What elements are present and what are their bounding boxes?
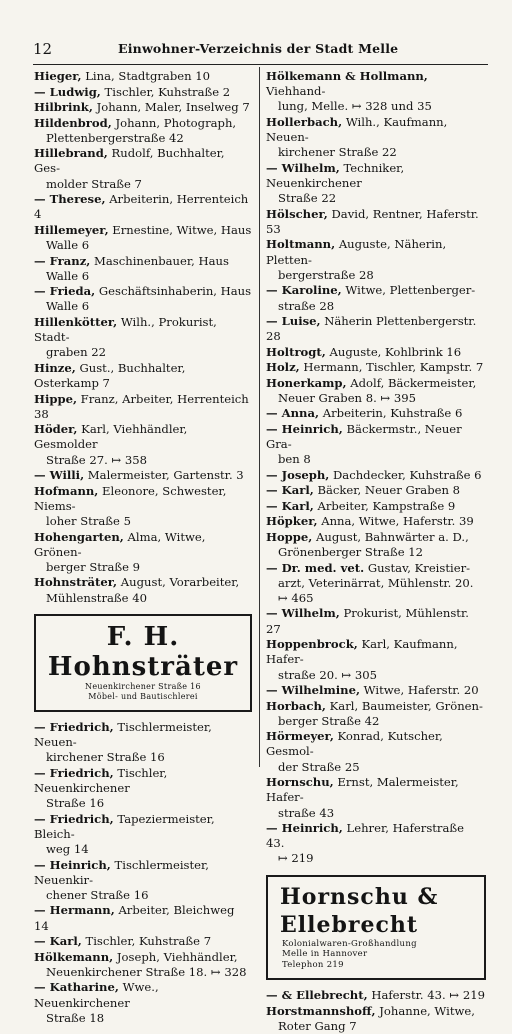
entry-name: — Karl, <box>266 498 314 513</box>
ad-title: F. H. Hohnsträter <box>47 621 239 682</box>
entry-name: — Wilhelm, <box>266 160 340 175</box>
directory-entry <box>266 237 486 283</box>
entry-continuation: berger Straße 42 <box>278 713 380 728</box>
entry-name: — Friedrich, <box>34 811 114 826</box>
entry-continuation: Straße 27. ↦ 358 <box>46 452 147 467</box>
entry-details: Maschinenbauer, Haus <box>94 253 229 268</box>
entry-name: Horstmannshoff, <box>266 1003 376 1018</box>
entry-details: Alma, Witwe, Grönen- <box>34 529 206 559</box>
entry-name: — Heinrich, <box>34 857 111 872</box>
entry-continuation: Walle 6 <box>46 238 90 253</box>
entry-name: Hohnsträter, <box>34 575 118 590</box>
directory-entry <box>266 69 486 115</box>
directory-entry <box>34 812 252 858</box>
directory-entry <box>34 575 252 605</box>
entry-name: — Katharine, <box>34 980 119 995</box>
entry-name: — Ludwig, <box>34 84 101 99</box>
directory-entry <box>266 637 486 683</box>
entry-continuation: Straße 18 <box>46 1010 105 1025</box>
entry-details: Lina, Stadtgraben 10 <box>85 69 211 83</box>
entry-name: Honerkamp, <box>266 375 347 390</box>
entry-name: Hillebrand, <box>34 146 108 161</box>
entry-details: Franz, Arbeiter, Herrenteich 38 <box>34 391 249 421</box>
ad-address: Neuenkirchener Straße 16 <box>85 681 201 691</box>
entry-details: Prokurist, Mühlenstr. 27 <box>266 606 469 636</box>
entry-details: Wilh., Kaufmann, Neuen- <box>266 114 448 145</box>
entry-continuation: Plettenbergerstraße 42 <box>46 130 184 145</box>
entry-name: — Friedrich, <box>34 765 114 780</box>
hohnstraeter-advertisement <box>34 614 252 712</box>
entry-name: — & Ellebrecht, <box>266 988 368 1003</box>
left-column <box>34 69 252 1026</box>
entry-name: Hilbrink, <box>34 100 93 114</box>
entry-name: — Anna, <box>266 406 320 421</box>
entry-name: — Friedrich, <box>34 719 114 734</box>
entry-name: — Dr. med. vet. <box>266 560 365 575</box>
directory-entry <box>34 100 252 115</box>
entry-continuation: kirchener Straße 16 <box>46 750 165 765</box>
entry-name: — Frieda, <box>34 284 96 299</box>
entry-name: Holtmann, <box>266 237 336 252</box>
running-title: Einwohner-Verzeichnis der Stadt Melle <box>118 41 399 56</box>
entry-details: Eleonore, Schwester, Niems- <box>34 483 227 513</box>
entry-details: Geschäftsinhaberin, Haus <box>98 284 252 299</box>
directory-entry <box>34 422 252 468</box>
directory-entry <box>34 361 252 391</box>
ad-location: Melle in Hannover <box>282 949 368 960</box>
entry-name: Holtrogt, <box>266 344 326 359</box>
directory-entry <box>34 950 252 980</box>
directory-entry <box>266 314 486 344</box>
ad-title: Hornschu & Ellebrecht <box>280 883 439 938</box>
entry-details: Gustav, Kreistier- <box>367 560 471 575</box>
directory-entry <box>266 161 486 207</box>
entry-details: Wwe., Neuenkirchener <box>34 980 159 1010</box>
entry-details: Auguste, Kohlbrink 16 <box>329 344 462 359</box>
directory-entry <box>266 606 486 636</box>
entry-details: Johann, Maler, Inselweg 7 <box>96 100 250 114</box>
entry-name: — Karoline, <box>266 283 342 298</box>
entry-name: — Karl, <box>34 934 82 949</box>
left-entries-after-ad <box>34 720 252 1026</box>
entry-name: Hieger, <box>34 69 82 83</box>
hornschu-ellebrecht-advertisement <box>266 875 486 981</box>
ad-trade: Möbel- und Bautischlerei <box>88 691 198 701</box>
entry-details: Bäckermstr., Neuer Gra- <box>266 421 462 452</box>
entry-details: Arbeiter, Kampstraße 9 <box>317 498 456 513</box>
entry-details: Karl, Viehhändler, Gesmolder <box>34 422 188 452</box>
entry-details: Techniker, Neuenkirchener <box>266 160 405 191</box>
directory-entry <box>266 514 486 529</box>
ad-trade: Kolonialwaren-Großhandlung <box>282 938 417 949</box>
entry-continuation: berger Straße 9 <box>46 559 141 574</box>
entry-continuation: Grönenberger Straße 12 <box>278 545 424 560</box>
entry-name: — Franz, <box>34 253 91 268</box>
entry-details: Arbeiter, Bleichweg 14 <box>34 903 235 933</box>
entry-name: Hildenbrod, <box>34 115 112 130</box>
entry-details: Anna, Witwe, Haferstr. 39 <box>321 514 474 529</box>
entry-continuation: arzt, Veterinärrat, Mühlenstr. 20. ↦ 465 <box>278 575 474 605</box>
header-rule <box>33 64 488 65</box>
entry-details: Tischlermeister, Neuenkir- <box>34 857 209 887</box>
column-divider <box>259 67 260 767</box>
entry-details: Tischler, Kuhstraße 7 <box>85 934 212 949</box>
entry-continuation: ben 8 <box>278 452 311 467</box>
directory-entry <box>34 858 252 904</box>
entry-details: Ernst, Malermeister, Hafer- <box>266 775 459 805</box>
entry-details: Karl, Kaufmann, Hafer- <box>266 637 458 667</box>
directory-entry <box>34 484 252 530</box>
entry-name: — Karl, <box>266 483 314 498</box>
entry-details: Malermeister, Gartenstr. 3 <box>87 468 244 483</box>
entry-name: Hinze, <box>34 360 76 375</box>
entry-details: Haferstr. 43. ↦ 219 <box>371 988 485 1003</box>
entry-details: Viehhand- <box>266 84 326 99</box>
directory-entry <box>34 468 252 483</box>
entry-continuation: straße 43 <box>278 805 335 820</box>
entry-name: Hippe, <box>34 391 77 406</box>
entry-continuation: lung, Melle. ↦ 328 und 35 <box>278 99 432 114</box>
entry-continuation: molder Straße 7 <box>46 176 142 191</box>
page-header <box>33 40 488 60</box>
right-entries-after-ad <box>266 988 486 1034</box>
entry-continuation: der Straße 25 <box>278 759 360 774</box>
directory-entry <box>266 207 486 237</box>
entry-details: Bäcker, Neuer Graben 8 <box>317 483 461 498</box>
directory-entry <box>34 530 252 576</box>
entry-continuation: Walle 6 <box>46 299 90 314</box>
entry-details: Lehrer, Haferstraße 43. <box>266 821 464 851</box>
entry-name: Hoppenbrock, <box>266 637 358 652</box>
entry-details: Tischler, Kuhstraße 2 <box>104 84 231 99</box>
entry-continuation: straße 28 <box>278 298 335 313</box>
directory-entry <box>34 315 252 361</box>
entry-name: Höder, <box>34 422 78 437</box>
entry-continuation: weg 14 <box>46 842 89 857</box>
entry-name: — Therese, <box>34 192 106 207</box>
entry-details: Gust., Buchhalter, Osterkamp 7 <box>34 360 186 391</box>
entry-name: Hörmeyer, <box>266 729 334 744</box>
entry-name: Hillenkötter, <box>34 314 118 329</box>
entry-name: — Heinrich, <box>266 821 343 836</box>
entry-name: Hillemeyer, <box>34 222 109 237</box>
directory-entry <box>266 775 486 821</box>
entry-details: Witwe, Haferstr. 20 <box>363 683 479 698</box>
entry-details: Karl, Baumeister, Grönen- <box>329 698 483 713</box>
entry-continuation: Neuenkirchener Straße 18. ↦ 328 <box>46 964 247 979</box>
entry-details: Joseph, Viehhändler, <box>116 949 238 964</box>
directory-entry <box>266 345 486 360</box>
entry-continuation: straße 20. ↦ 305 <box>278 667 378 682</box>
directory-entry <box>266 483 486 498</box>
entry-name: Hornschu, <box>266 775 334 790</box>
directory-entry <box>266 499 486 514</box>
entry-details: David, Rentner, Haferstr. 53 <box>266 206 479 236</box>
entry-name: — Joseph, <box>266 467 330 482</box>
entry-continuation: bergerstraße 28 <box>278 267 374 282</box>
directory-entry <box>34 254 252 284</box>
entry-details: Näherin Plettenbergerstr. 28 <box>266 314 477 344</box>
entry-details: Arbeiterin, Herrenteich 4 <box>34 192 249 222</box>
directory-entry <box>266 699 486 729</box>
entry-details: Tischlermeister, Neuen- <box>34 719 212 750</box>
entry-continuation: kirchener Straße 22 <box>278 145 397 160</box>
right-column <box>266 69 486 1034</box>
entry-name: Hölscher, <box>266 206 328 221</box>
entry-name: Höpker, <box>266 514 318 529</box>
entry-details: Witwe, Plettenberger- <box>345 283 476 298</box>
directory-entry <box>266 988 486 1003</box>
directory-entry <box>34 116 252 146</box>
entry-continuation: Straße 22 <box>278 191 337 206</box>
entry-continuation: loher Straße 5 <box>46 514 131 529</box>
entry-name: — Wilhelm, <box>266 606 340 621</box>
directory-entry <box>266 1004 486 1034</box>
page-number: 12 <box>33 40 53 58</box>
entry-name: Hölkemann & Hollmann, <box>266 69 428 83</box>
entry-continuation: Walle 6 <box>46 268 90 283</box>
directory-entry <box>266 422 486 468</box>
ad-telephone: Telephon 219 <box>282 959 344 970</box>
entry-continuation: Straße 16 <box>46 796 105 811</box>
entry-name: Hölkemann, <box>34 949 114 964</box>
entry-details: Wilh., Prokurist, Stadt- <box>34 314 217 345</box>
directory-entry <box>34 284 252 314</box>
entry-details: Dachdecker, Kuhstraße 6 <box>333 467 482 482</box>
entry-details: August, Bahnwärter a. D., <box>316 529 469 544</box>
entry-details: Ernestine, Witwe, Haus <box>112 222 252 237</box>
entry-continuation: ↦ 219 <box>278 851 314 866</box>
directory-entry <box>266 406 486 421</box>
directory-entry <box>266 683 486 698</box>
entry-name: Hofmann, <box>34 483 99 498</box>
entry-name: Holz, <box>266 360 300 375</box>
entry-name: Hollerbach, <box>266 114 343 129</box>
entry-details: Johann, Photograph, <box>115 115 237 130</box>
directory-entry <box>34 223 252 253</box>
directory-entry <box>266 729 486 775</box>
directory-entry <box>266 821 486 867</box>
entry-details: August, Vorarbeiter, <box>120 575 240 590</box>
right-entries <box>266 69 486 867</box>
entry-name: — Willi, <box>34 468 85 483</box>
entry-continuation: graben 22 <box>46 345 107 360</box>
directory-entry <box>266 360 486 375</box>
entry-details: Arbeiterin, Kuhstraße 6 <box>322 406 463 421</box>
entry-name: — Heinrich, <box>266 421 343 436</box>
directory-entry <box>34 903 252 933</box>
left-entries <box>34 69 252 606</box>
entry-details: Konrad, Kutscher, Gesmol- <box>266 729 443 759</box>
entry-name: Horbach, <box>266 698 326 713</box>
directory-entry <box>34 146 252 192</box>
directory-entry <box>266 530 486 560</box>
directory-entry <box>266 283 486 313</box>
entry-continuation: Roter Gang 7 <box>278 1018 357 1033</box>
directory-entry <box>34 766 252 812</box>
directory-entry <box>266 376 486 406</box>
entry-details: Hermann, Tischler, Kampstr. 7 <box>303 360 484 375</box>
directory-entry <box>266 468 486 483</box>
entry-details: Tapeziermeister, Bleich- <box>34 811 215 841</box>
directory-entry <box>266 561 486 607</box>
directory-entry <box>34 85 252 100</box>
directory-entry <box>34 980 252 1026</box>
entry-continuation: Neuer Graben 8. ↦ 395 <box>278 390 416 405</box>
directory-entry <box>34 392 252 422</box>
entry-details: Rudolf, Buchhalter, Ges- <box>34 146 225 176</box>
entry-name: Hohengarten, <box>34 529 124 544</box>
directory-entry <box>34 192 252 222</box>
entry-name: Hoppe, <box>266 529 313 544</box>
entry-name: — Wilhelmine, <box>266 683 360 698</box>
entry-details: Adolf, Bäckermeister, <box>350 375 477 390</box>
entry-continuation: Mühlenstraße 40 <box>46 590 147 605</box>
directory-entry <box>34 69 252 84</box>
directory-entry <box>34 720 252 766</box>
entry-details: Tischler, Neuenkirchener <box>34 765 168 795</box>
entry-details: Johanne, Witwe, <box>379 1003 475 1018</box>
entry-name: — Luise, <box>266 314 321 329</box>
entry-name: — Hermann, <box>34 903 115 918</box>
entry-details: Auguste, Näherin, Pletten- <box>266 237 447 267</box>
directory-entry <box>34 934 252 949</box>
directory-entry <box>266 115 486 161</box>
entry-continuation: chener Straße 16 <box>46 887 149 902</box>
